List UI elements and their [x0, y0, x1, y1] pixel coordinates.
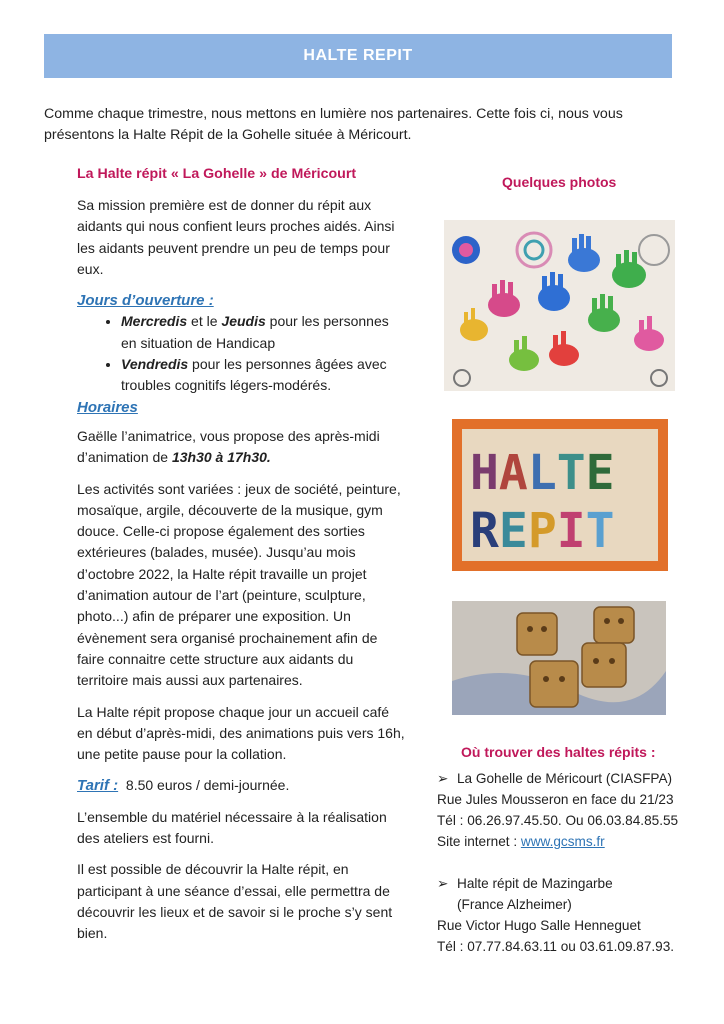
- day-label: Jeudis: [221, 313, 266, 330]
- locations-list: [437, 768, 717, 957]
- mosaic-image: [452, 419, 668, 571]
- mosaic-photo: [452, 419, 668, 571]
- arrow-bullet-icon: ➢: [437, 876, 449, 891]
- locations-title: Où trouver des haltes répits :: [461, 744, 656, 760]
- arrow-bullet-icon: ➢: [437, 771, 449, 786]
- price-label: Tarif :: [77, 777, 119, 795]
- handprints-photo: [444, 220, 675, 391]
- section-title: La Halte répit « La Gohelle » de Méricourt: [77, 166, 357, 182]
- hours-heading: Horaires: [77, 398, 138, 416]
- day-label: Vendredis: [121, 356, 189, 373]
- hours-heading-block: [77, 397, 405, 418]
- hours-paragraph: [77, 426, 405, 469]
- spacer: [437, 852, 717, 873]
- page-banner: [44, 34, 672, 78]
- price-line: [77, 775, 405, 796]
- clay-masks-photo: [452, 601, 666, 715]
- location-2-sub: (France Alzheimer): [457, 897, 572, 912]
- day-description: pour les personnes âgées avec troubles cognitifs légers-modérés.: [121, 356, 387, 394]
- location-1-site: Site internet : www.gcsms.fr: [437, 834, 605, 849]
- mosaic-word-2: REPIT: [470, 503, 615, 559]
- location-1-address: Rue Jules Mousseron en face du 21/23: [437, 792, 674, 807]
- mosaic-word-1: HALTE: [470, 445, 615, 501]
- day-label: Mercredis: [121, 313, 188, 330]
- location-2-phone: Tél : 07.77.84.63.11 ou 03.61.09.87.93.: [437, 939, 675, 954]
- day-connector: et le: [187, 313, 222, 330]
- reception-paragraph: La Halte répit propose chaque jour un accueil café en début d’après-midi, des animations puis vers 16h, une petite pause pour la collation.: [77, 703, 405, 763]
- day-description: pour les personnes en situation de Handicap: [121, 313, 389, 351]
- location-2-address: Rue Victor Hugo Salle Henneguet: [437, 918, 641, 933]
- website-link[interactable]: www.gcsms.fr: [520, 834, 605, 849]
- hours-time: 13h30 à 17h30.: [171, 449, 271, 466]
- opening-days-heading: Jours d’ouverture :: [77, 292, 214, 310]
- mission-paragraph: Sa mission première est de donner du répit aux aidants qui nous confient leurs proches aidés. Ainsi les aidants peuvent prendre un peu de temps pour eux.: [77, 197, 395, 277]
- material-paragraph: L’ensemble du matériel nécessaire à la réalisation des ateliers est fourni.: [77, 808, 387, 847]
- photos-title: Quelques photos: [502, 174, 617, 190]
- handprints-image: [444, 220, 675, 391]
- activities-paragraph: Les activités sont variées : jeux de société, peinture, mosaïque, argile, découverte de la musique, gym douce. Celle-ci propose également des sorties extérieures (balades, musée). Jusqu’au mois d’octobre 2022, la Halte répit travaille un projet d’animation autour de l’art (peinture, sculpture, photo...) afin de préparer une exposition. Un évènement sera organisé prochainement afin de faire connaitre cette structure aux aidants du territoire mais aussi aux partenaires.: [77, 480, 401, 689]
- location-2-name: ➢ Halte répit de Mazingarbe: [437, 873, 717, 894]
- hours-text: Gaëlle l’animatrice, vous propose des après-midi d’animation de: [77, 427, 380, 466]
- opening-days: [77, 290, 405, 396]
- banner-title: HALTE REPIT: [303, 47, 413, 64]
- location-1-name: ➢ La Gohelle de Méricourt (CIASFPA): [437, 768, 717, 789]
- list-item: [121, 354, 405, 397]
- main-column: [77, 164, 405, 955]
- price-value: 8.50 euros / demi-journée.: [125, 777, 290, 794]
- list-item: [121, 311, 405, 354]
- opening-days-list: [77, 311, 405, 396]
- clay-masks-image: [452, 601, 666, 715]
- trial-paragraph: Il est possible de découvrir la Halte répit, en participant à une séance d’essai, elle permettra de découvrir les lieux et de savoir si le proche s’y sent bien.: [77, 861, 393, 942]
- intro-paragraph: Comme chaque trimestre, nous mettons en lumière nos partenaires. Cette fois ci, nous vous présentons la Halte Répit de la Gohelle située à Méricourt.: [44, 106, 623, 143]
- location-1-phone: Tél : 06.26.97.45.50. Ou 06.03.84.85.55: [437, 813, 679, 828]
